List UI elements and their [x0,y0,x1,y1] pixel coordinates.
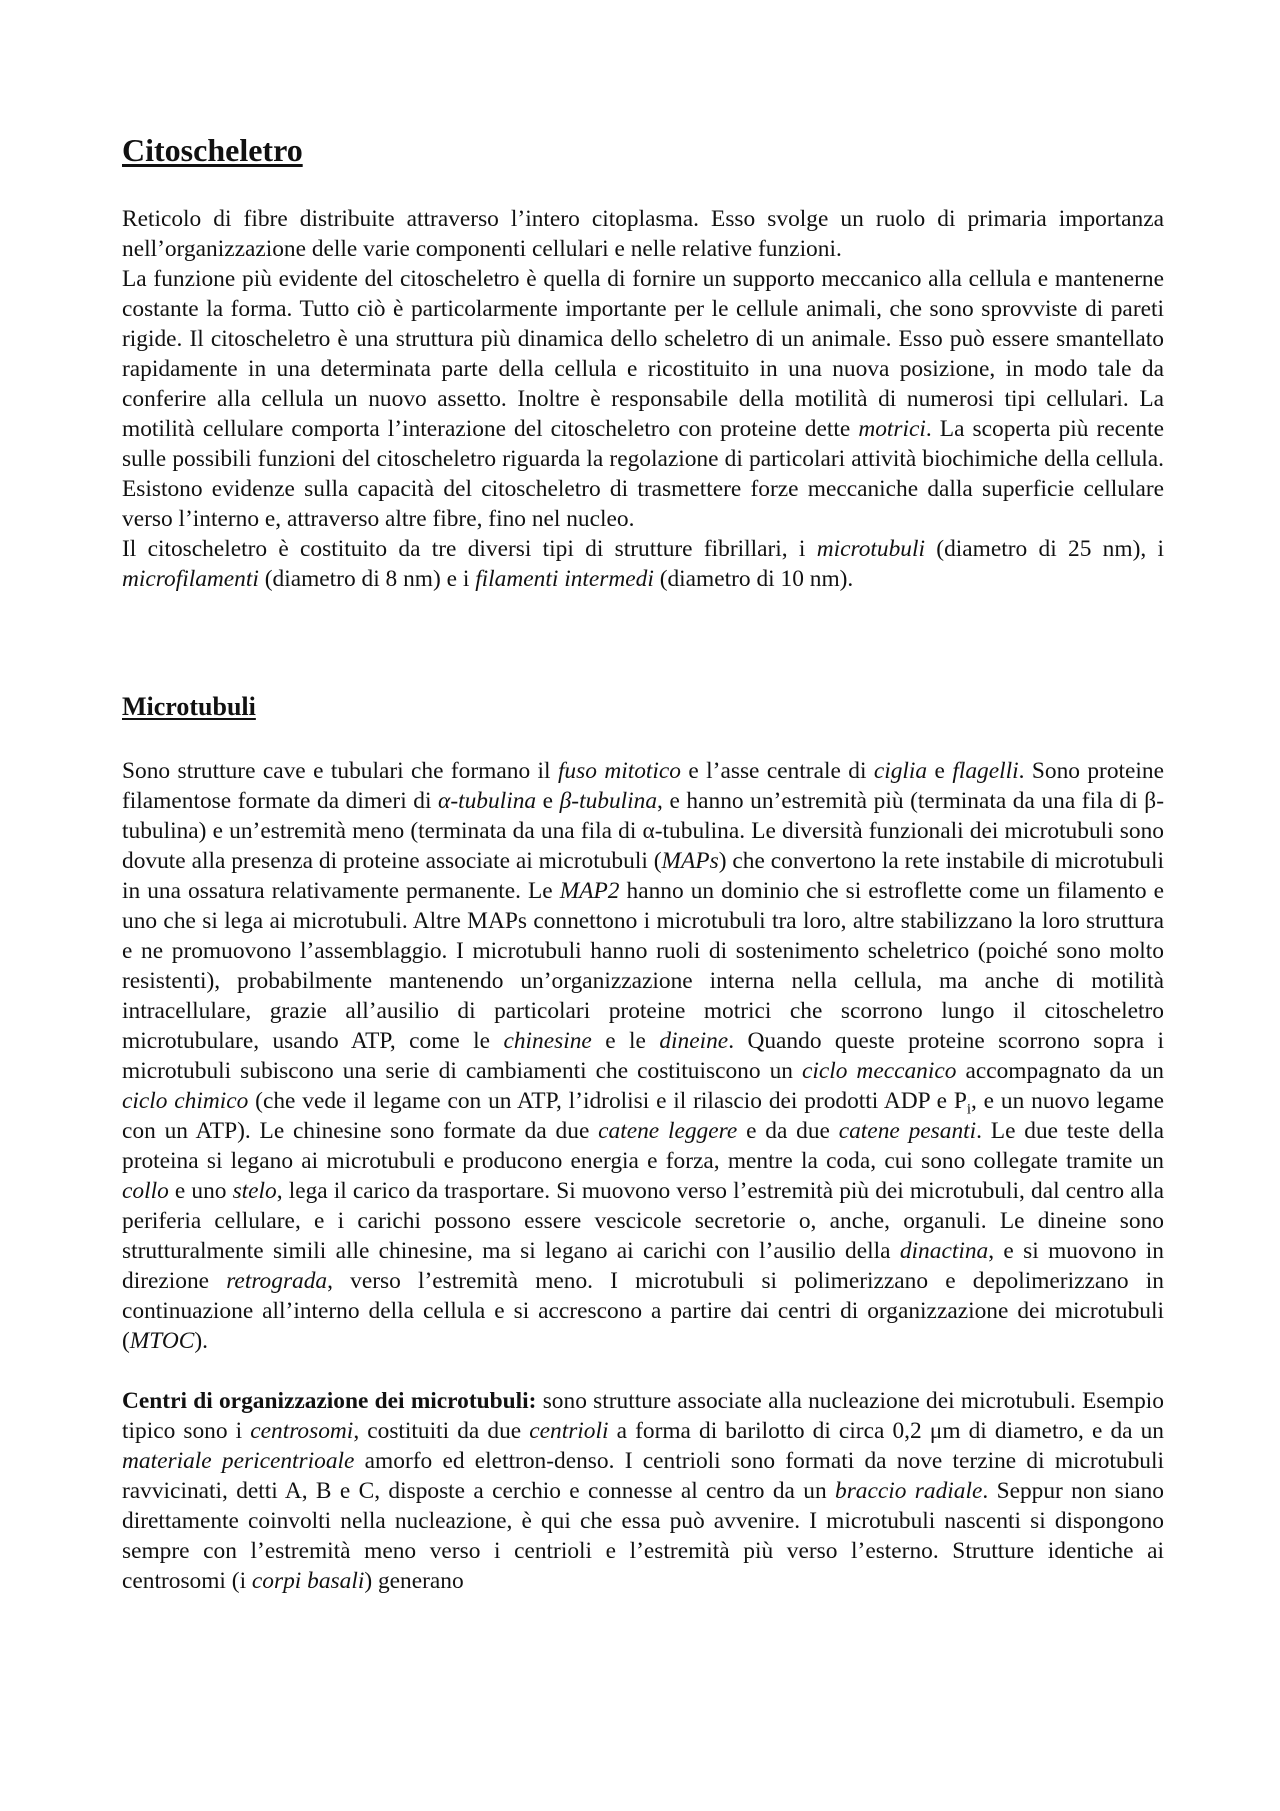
paragraph-citoscheletro-tipi: Il citoscheletro è costituito da tre diversi tipi di strutture fibrillari, i microtubuli (diametro di 25 nm), i microfilamenti (diametro di 8 nm) e i filamenti intermedi (diametro di 10 nm). [122,536,1164,592]
paragraph-citoscheletro-intro: Reticolo di fibre distribuite attraverso l’intero citoplasma. Esso svolge un ruolo di primaria importanza nell’organizzazione delle varie componenti cellulari e nelle relative funzioni. [122,206,1164,262]
paragraph-microtubuli: Sono strutture cave e tubulari che formano il fuso mitotico e l’asse centrale di ciglia e flagelli. Sono proteine filamentose formate da dimeri di α-tubulina e β-tubulina, e hanno un’estremità più (terminata da una fila di β-tubulina) e un’estremità meno (terminata da una fila di α-tubulina. Le diversità funzionali dei microtubuli sono dovute alla presenza di proteine associate ai microtubuli (MAPs) che convertono la rete instabile di microtubuli in una ossatura relativamente permanente. Le MAP2 hanno un dominio che si estroflette come un filamento e uno che si lega ai microtubuli. Altre MAPs connettono i microtubuli tra loro, altre stabilizzano la loro struttura e ne promuovono l’assemblaggio. I microtubuli hanno ruoli di sostenimento scheletrico (poiché sono molto resistenti), probabilmente mantenendo un’organizzazione interna nella cellula, ma anche di motilità intracellulare, grazie all’ausilio di particolari proteine motrici che scorrono lungo il citoscheletro microtubulare, usando ATP, come le chinesine e le dineine. Quando queste proteine scorrono sopra i microtubuli subiscono una serie di cambiamenti che costituiscono un ciclo meccanico accompagnato da un ciclo chimico (che vede il legame con un ATP, l’idrolisi e il rilascio dei prodotti ADP e $P_i$, e un nuovo legame con un ATP). Le chinesine sono formate da due catene leggere e da due catene pesanti. Le due teste della proteina si legano ai microtubuli e producono energia e forza, mentre la coda, cui sono collegate tramite un collo e uno stelo, lega il carico da trasportare. Si muovono verso l’estremità più dei microtubuli, dal centro alla periferia cellulare, e i carichi possono essere vescicole secretorie o, anche, organuli. Le dineine sono strutturalmente simili alle chinesine, ma si legano ai carichi con l’ausilio della dinactina, e si muovono in direzione retrograda, verso l’estremità meno. I microtubuli si polimerizzano e depolimerizzano in continuazione all’interno della cellula e si accrescono a partire dai centri di organizzazione dei microtubuli (MTOC). [122,758,1164,1354]
section-title-microtubuli: Microtubuli [122,692,256,721]
paragraph-mtoc: Centri di organizzazione dei microtubuli: sono strutture associate alla nucleazione dei microtubuli. Esempio tipico sono i centrosomi, costituiti da due centrioli a forma di barilotto di circa 0,2 μm di diametro, e da un materiale pericentrioale amorfo ed elettron-denso. I centrioli sono formati da nove terzine di microtubuli ravvicinati, detti A, B e C, disposte a cerchio e connesse al centro da un braccio radiale. Seppur non siano direttamente coinvolti nella nucleazione, è qui che essa può avvenire. I microtubuli nascenti si dispongono sempre con l’estremità meno verso i centrioli e l’estremità più verso l’esterno. Strutture identiche ai centrosomi (i corpi basali) generano [122,1388,1164,1594]
section-title-citoscheletro: Citoscheletro [122,132,303,168]
paragraph-citoscheletro-funzione: La funzione più evidente del citoscheletro è quella di fornire un supporto meccanico alla cellula e mantenerne costante la forma. Tutto ciò è particolarmente importante per le cellule animali, che sono sprovviste di pareti rigide. Il citoscheletro è una struttura più dinamica dello scheletro di un animale. Esso può essere smantellato rapidamente in una determinata parte della cellula e ricostituito in una nuova posizione, in modo tale da conferire alla cellula un nuovo assetto. Inoltre è responsabile della motilità di numerosi tipi cellulari. La motilità cellulare comporta l’interazione del citoscheletro con proteine dette motrici. La scoperta più recente sulle possibili funzioni del citoscheletro riguarda la regolazione di particolari attività biochimiche della cellula. Esistono evidenze sulla capacità del citoscheletro di trasmettere forze meccaniche dalla superficie cellulare verso l’interno e, attraverso altre fibre, fino nel nucleo. [122,266,1164,532]
document-page [122,130,1164,1596]
